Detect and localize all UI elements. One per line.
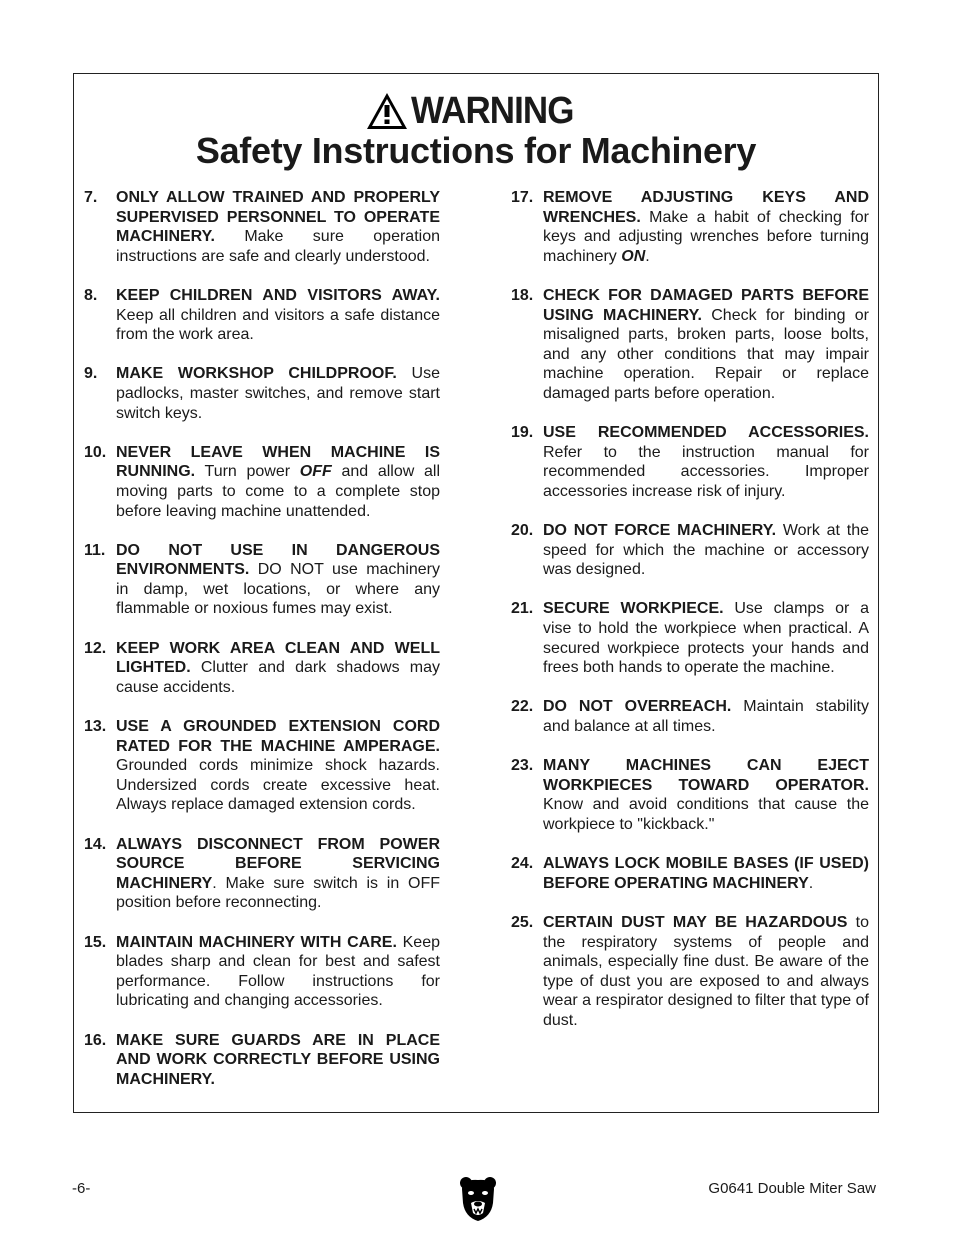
- bear-head-logo: [458, 1175, 498, 1223]
- list-item: 24. ALWAYS LOCK MOBILE BASES (IF USED) BEFORE OPERATING MACHINERY.: [511, 855, 869, 892]
- list-item: 16. MAKE SURE GUARDS ARE IN PLACE AND WORK CORRECTLY BEFORE USING MACHINERY.: [84, 1031, 440, 1088]
- page-title: Safety Instructions for Machinery: [195, 130, 757, 171]
- warning-word: WARNING: [410, 89, 574, 132]
- list-item: 18. CHECK FOR DAMAGED PARTS BEFORE USING MACHINERY. Check for binding or misaligned parts, broken parts, loose bolts, and any other conditions that may impair machine operation. Repair or replace damaged parts before operation.: [511, 286, 869, 402]
- list-item: 20. DO NOT FORCE MACHINERY. Work at the speed for which the machine or accessory was designed.: [511, 522, 870, 579]
- list-item: 7. ONLY ALLOW TRAINED AND PROPERLY SUPERVISED PERSONNEL TO OPERATE MACHINERY. Make sure operation instructions are safe and clearly understood.: [84, 189, 440, 265]
- warning-triangle-icon: [365, 91, 409, 131]
- left-column: [84, 188, 440, 1109]
- list-item: 23. MANY MACHINES CAN EJECT WORKPIECES TOWARD OPERATOR. Know and avoid conditions that cause the workpiece to "kickback.": [511, 757, 869, 833]
- list-item: 11. DO NOT USE IN DANGEROUS ENVIRONMENTS. DO NOT use machinery in damp, wet locations, or where any flammable or noxious fumes may exist.: [84, 541, 440, 618]
- list-item: 22. DO NOT OVERREACH. Maintain stability and balance at all times.: [511, 698, 869, 736]
- list-item: 12. KEEP WORK AREA CLEAN AND WELL LIGHTED. Clutter and dark shadows may cause accidents.: [84, 639, 440, 696]
- list-item: 21. SECURE WORKPIECE. Use clamps or a vise to hold the workpiece when practical. A secured workpiece protects your hands and frees both hands to operate the machine.: [511, 600, 869, 677]
- right-column: [511, 188, 869, 1050]
- list-item: 17. REMOVE ADJUSTING KEYS AND WRENCHES. Make a habit of checking for keys and adjusting wrenches before turning machinery ON.: [511, 189, 869, 265]
- model-name: G0641 Double Miter Saw: [708, 1180, 876, 1197]
- list-item: 9. MAKE WORKSHOP CHILDPROOF. Use padlocks, master switches, and remove start switch keys.: [84, 365, 440, 422]
- list-item: 25. CERTAIN DUST MAY BE HAZARDOUS to the respiratory systems of people and animals, especially fine dust. Be aware of the type of dust you are exposed to and always wear a respirator designed to filter that type of dust.: [511, 913, 869, 1029]
- list-item: 13. USE A GROUNDED EXTENSION CORD RATED FOR THE MACHINE AMPERAGE. Grounded cords minimize shock hazards. Undersized cords create excessive heat. Always replace damaged extension cords.: [84, 718, 440, 814]
- list-item: 19. USE RECOMMENDED ACCESSORIES. Refer to the instruction manual for recommended accessories. Improper accessories increase risk of injury.: [511, 424, 869, 500]
- page-number: -6-: [72, 1180, 91, 1197]
- warning-heading: [74, 86, 878, 136]
- list-item: 10. NEVER LEAVE WHEN MACHINE IS RUNNING. Turn power OFF and allow all moving parts to come to a complete stop before leaving machine unattended.: [84, 443, 440, 520]
- list-item: 14. ALWAYS DISCONNECT FROM POWER SOURCE BEFORE SERVICING MACHINERY. Make sure switch is in OFF position before reconnecting.: [84, 835, 440, 912]
- list-item: 8. KEEP CHILDREN AND VISITORS AWAY. Keep all children and visitors a safe distance from the work area.: [84, 286, 440, 344]
- list-item: 15. MAINTAIN MACHINERY WITH CARE. Keep blades sharp and clean for best and safest performance. Follow instructions for lubricating and changing accessories.: [84, 933, 440, 1010]
- warning-box: [73, 73, 879, 1113]
